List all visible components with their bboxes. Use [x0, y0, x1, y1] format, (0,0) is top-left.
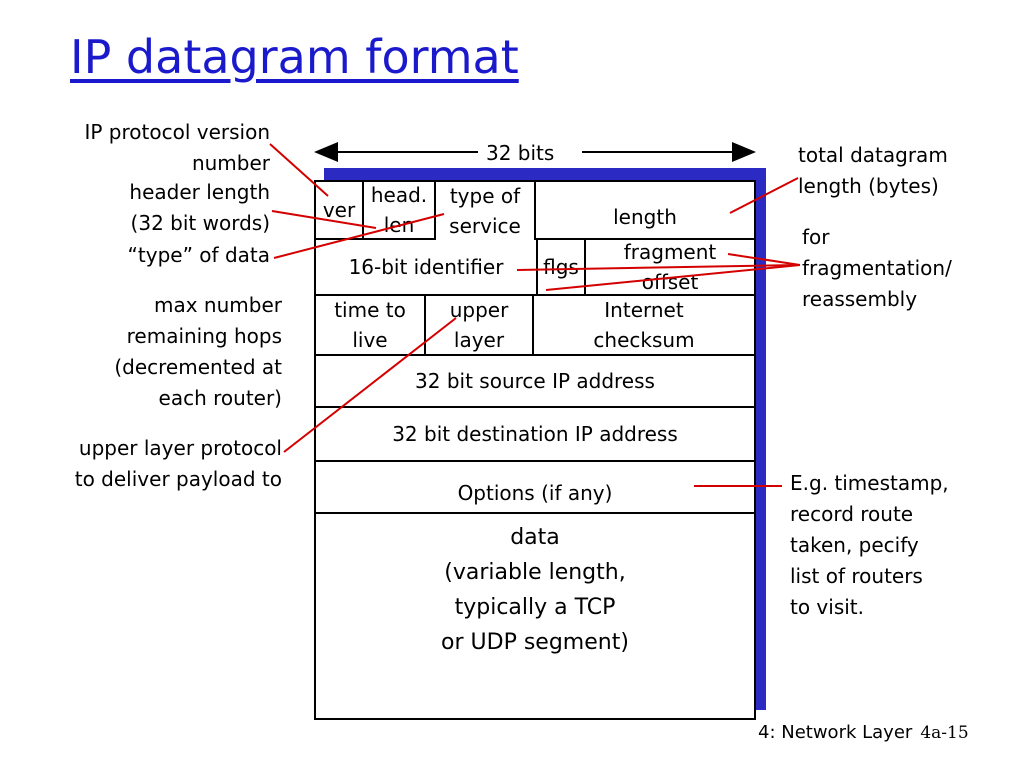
pointer-frag-offset-a — [728, 254, 800, 265]
field-fragment-offset: fragment offset — [586, 240, 754, 296]
field-type-of-service: type of service — [436, 182, 536, 240]
footer-page-number: 4a-15 — [920, 723, 969, 743]
page-title: IP datagram format — [70, 30, 519, 84]
pointer-type-of-data — [274, 214, 444, 258]
field-checksum: Internet checksum — [534, 296, 754, 356]
annotation-options-example: E.g. timestamp, record route taken, pecify list of routers to visit. — [790, 471, 949, 619]
field-source-ip: 32 bit source IP address — [316, 356, 754, 408]
footer-section: 4: Network Layer — [758, 722, 913, 743]
annotation-total-length: total datagram length (bytes) — [798, 143, 948, 198]
pointer-header-length — [272, 211, 376, 228]
field-length: length — [536, 182, 754, 240]
annotation-fragmentation: for fragmentation/ reassembly — [802, 225, 952, 311]
field-upper-layer: upper layer — [426, 296, 534, 356]
pointer-total-length — [730, 178, 798, 213]
annotation-upper-protocol: upper layer protocol to deliver payload to — [74, 436, 282, 491]
field-head-len: head. len — [364, 182, 436, 240]
field-identifier: 16-bit identifier — [316, 240, 536, 296]
field-data: data (variable length, typically a TCP or UDP segment) — [441, 525, 629, 655]
bits-label: 32 bits — [486, 141, 555, 165]
field-time-to-live: time to live — [316, 296, 426, 356]
slide-footer — [758, 722, 969, 743]
field-ver: ver — [316, 182, 364, 240]
field-destination-ip: 32 bit destination IP address — [316, 408, 754, 462]
annotation-type-of-data: “type” of data — [127, 243, 270, 267]
annotation-header-length: header length (32 bit words) — [129, 180, 270, 235]
annotation-version: IP protocol version number — [84, 120, 270, 175]
field-flags: flgs — [536, 240, 586, 296]
pointer-version — [270, 144, 328, 196]
annotation-max-hops: max number remaining hops (decremented at each router) — [114, 293, 282, 410]
pointer-upper-protocol — [284, 318, 456, 452]
field-options: Options (if any) — [316, 462, 754, 514]
